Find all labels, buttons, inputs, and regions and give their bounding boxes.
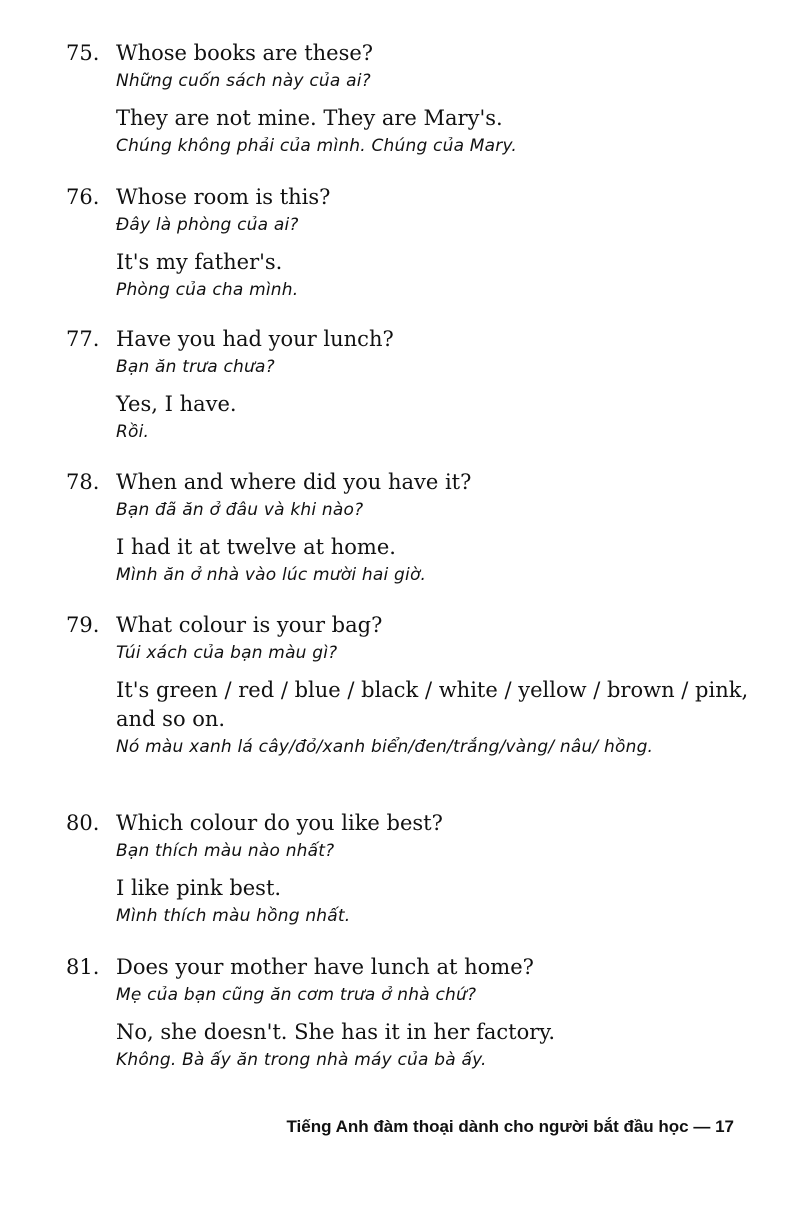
dialogue-entry-79	[66, 610, 756, 760]
dialogue-entry-78	[66, 467, 756, 588]
question-english: When and where did you have it?	[116, 470, 472, 494]
dialogue-entry-75	[66, 38, 756, 159]
entry-number: 77.	[66, 327, 100, 351]
answer-english: I like pink best.	[116, 876, 282, 900]
answer-vietnamese: Chúng không phải của mình. Chúng của Mary.	[116, 136, 518, 156]
question-vietnamese: Túi xách của bạn màu gì?	[116, 643, 338, 663]
answer-vietnamese: Mình ăn ở nhà vào lúc mười hai giờ.	[116, 565, 427, 585]
dialogue-entry-80	[66, 808, 756, 929]
entry-number: 80.	[66, 811, 100, 835]
entry-number: 76.	[66, 185, 100, 209]
question-vietnamese: Những cuốn sách này của ai?	[116, 71, 371, 91]
question-vietnamese: Bạn ăn trưa chưa?	[116, 357, 275, 377]
question-vietnamese: Bạn thích màu nào nhất?	[116, 841, 335, 861]
answer-vietnamese: Phòng của cha mình.	[116, 280, 299, 300]
answer-english: Yes, I have.	[116, 392, 237, 416]
dialogue-entry-76	[66, 182, 756, 303]
entry-number: 81.	[66, 955, 100, 979]
question-english: Which colour do you like best?	[116, 811, 443, 835]
dialogue-entry-81	[66, 952, 756, 1073]
answer-vietnamese: Không. Bà ấy ăn trong nhà máy của bà ấy.	[116, 1050, 487, 1070]
answer-vietnamese: Rồi.	[116, 422, 150, 442]
answer-vietnamese: Mình thích màu hồng nhất.	[116, 906, 351, 926]
question-vietnamese: Bạn đã ăn ở đâu và khi nào?	[116, 500, 364, 520]
dialogue-entry-77	[66, 324, 756, 445]
answer-vietnamese: Nó màu xanh lá cây/đỏ/xanh biển/đen/trắng/vàng/ nâu/ hồng.	[116, 737, 654, 757]
entry-number: 79.	[66, 613, 100, 637]
question-english: Have you had your lunch?	[116, 327, 394, 351]
entry-number: 75.	[66, 41, 100, 65]
question-vietnamese: Mẹ của bạn cũng ăn cơm trưa ở nhà chứ?	[116, 985, 477, 1005]
question-vietnamese: Đây là phòng của ai?	[116, 215, 299, 235]
answer-english: It's green / red / blue / black / white / yellow / brown / pink, and so on.	[116, 678, 749, 731]
answer-english: They are not mine. They are Mary's.	[116, 106, 503, 130]
entry-number: 78.	[66, 470, 100, 494]
page-footer: Tiếng Anh đàm thoại dành cho người bắt đầu học — 17	[286, 1117, 734, 1136]
question-english: Whose books are these?	[116, 41, 374, 65]
question-english: Does your mother have lunch at home?	[116, 955, 534, 979]
question-english: Whose room is this?	[116, 185, 331, 209]
question-english: What colour is your bag?	[116, 613, 383, 637]
answer-english: I had it at twelve at home.	[116, 535, 396, 559]
answer-english: It's my father's.	[116, 250, 283, 274]
answer-english: No, she doesn't. She has it in her factory.	[116, 1020, 556, 1044]
